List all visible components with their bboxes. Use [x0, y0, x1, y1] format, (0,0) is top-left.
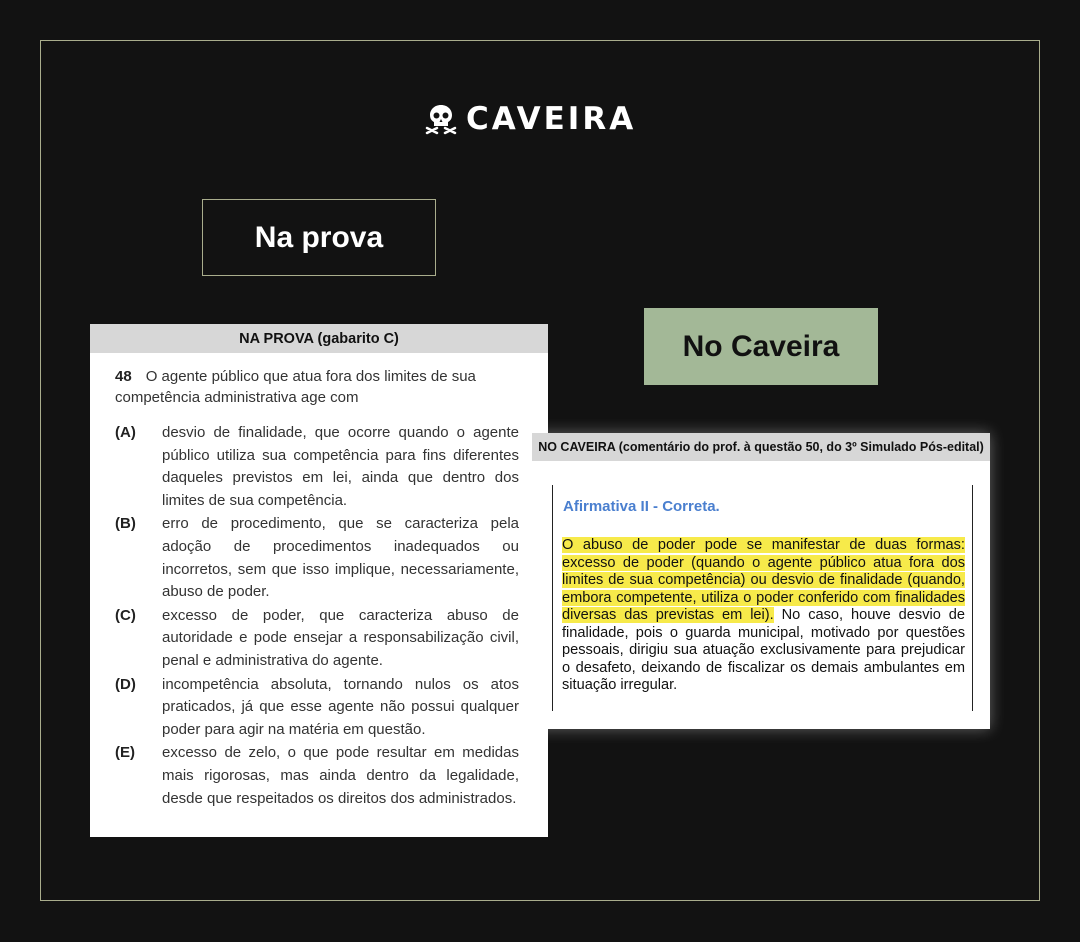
comment-body [562, 537, 965, 695]
option-e [115, 742, 519, 810]
na-prova-label: Na prova [202, 199, 436, 276]
option-letter: (A) [115, 424, 136, 441]
comment-card [532, 433, 990, 729]
comment-card-header: NO CAVEIRA (comentário do prof. à questão 50, do 3º Simulado Pós-edital) [532, 433, 990, 461]
comment-box [552, 485, 973, 711]
option-letter: (C) [115, 606, 136, 624]
option-text: desvio de finalidade, que ocorre quando o agente público utiliza sua competência para fins diferentes daqueles previstos em lei, ainda que dentro dos limites de sua competência. [162, 424, 519, 509]
question-number: 48 [115, 368, 132, 385]
brand-logo [424, 102, 636, 136]
option-text: excesso de zelo, o que pode resultar em medidas mais rigorosas, mas ainda dentro da legalidade, desde que respeitados os direitos dos administrados. [162, 744, 519, 807]
no-caveira-label: No Caveira [644, 308, 878, 385]
option-b [115, 513, 519, 603]
option-letter: (B) [115, 515, 136, 533]
exam-card-header: NA PROVA (gabarito C) [90, 324, 548, 353]
question-stem [115, 366, 520, 408]
question-text: O agente público que atua fora dos limites de sua competência administrativa age com [115, 368, 476, 406]
brand-name: CAVEIRA [466, 101, 637, 137]
option-letter: (E) [115, 744, 135, 762]
option-text: incompetência absoluta, tornando nulos os atos praticados, já que esse agente não possui qualquer poder para agir na matéria em questão. [162, 675, 519, 738]
option-a [115, 422, 519, 512]
highlighted-text: O abuso de poder pode se manifestar de duas formas: excesso de poder (quando o agente público atua fora dos limites de sua competência) ou desvio de finalidade (quando, embora competente, utiliza o poder conferido com finalidades diversas das previstas em lei). [562, 537, 965, 623]
options-list [115, 422, 519, 811]
option-c [115, 605, 519, 673]
skull-icon [424, 102, 458, 136]
option-text: erro de procedimento, que se caracteriza pela adoção de procedimentos inadequados ou incorretos, sem que isso implique, necessariamente, abuso de poder. [162, 515, 519, 601]
comment-title: Afirmativa II - Correta. [563, 498, 720, 515]
option-letter: (D) [115, 675, 136, 693]
option-text: excesso de poder, que caracteriza abuso de autoridade e pode ensejar a responsabilização civil, penal e administrativa do agente. [162, 606, 519, 669]
exam-question-card [90, 324, 548, 837]
comment-rest-text: No caso, houve desvio de finalidade, pois o guarda municipal, motivado por questões pessoais, dirigiu sua atuação exclusivamente para prejudicar o desafeto, deixando de fiscalizar os demais ambulantes em situação irregular. [562, 607, 965, 693]
option-d [115, 674, 519, 742]
